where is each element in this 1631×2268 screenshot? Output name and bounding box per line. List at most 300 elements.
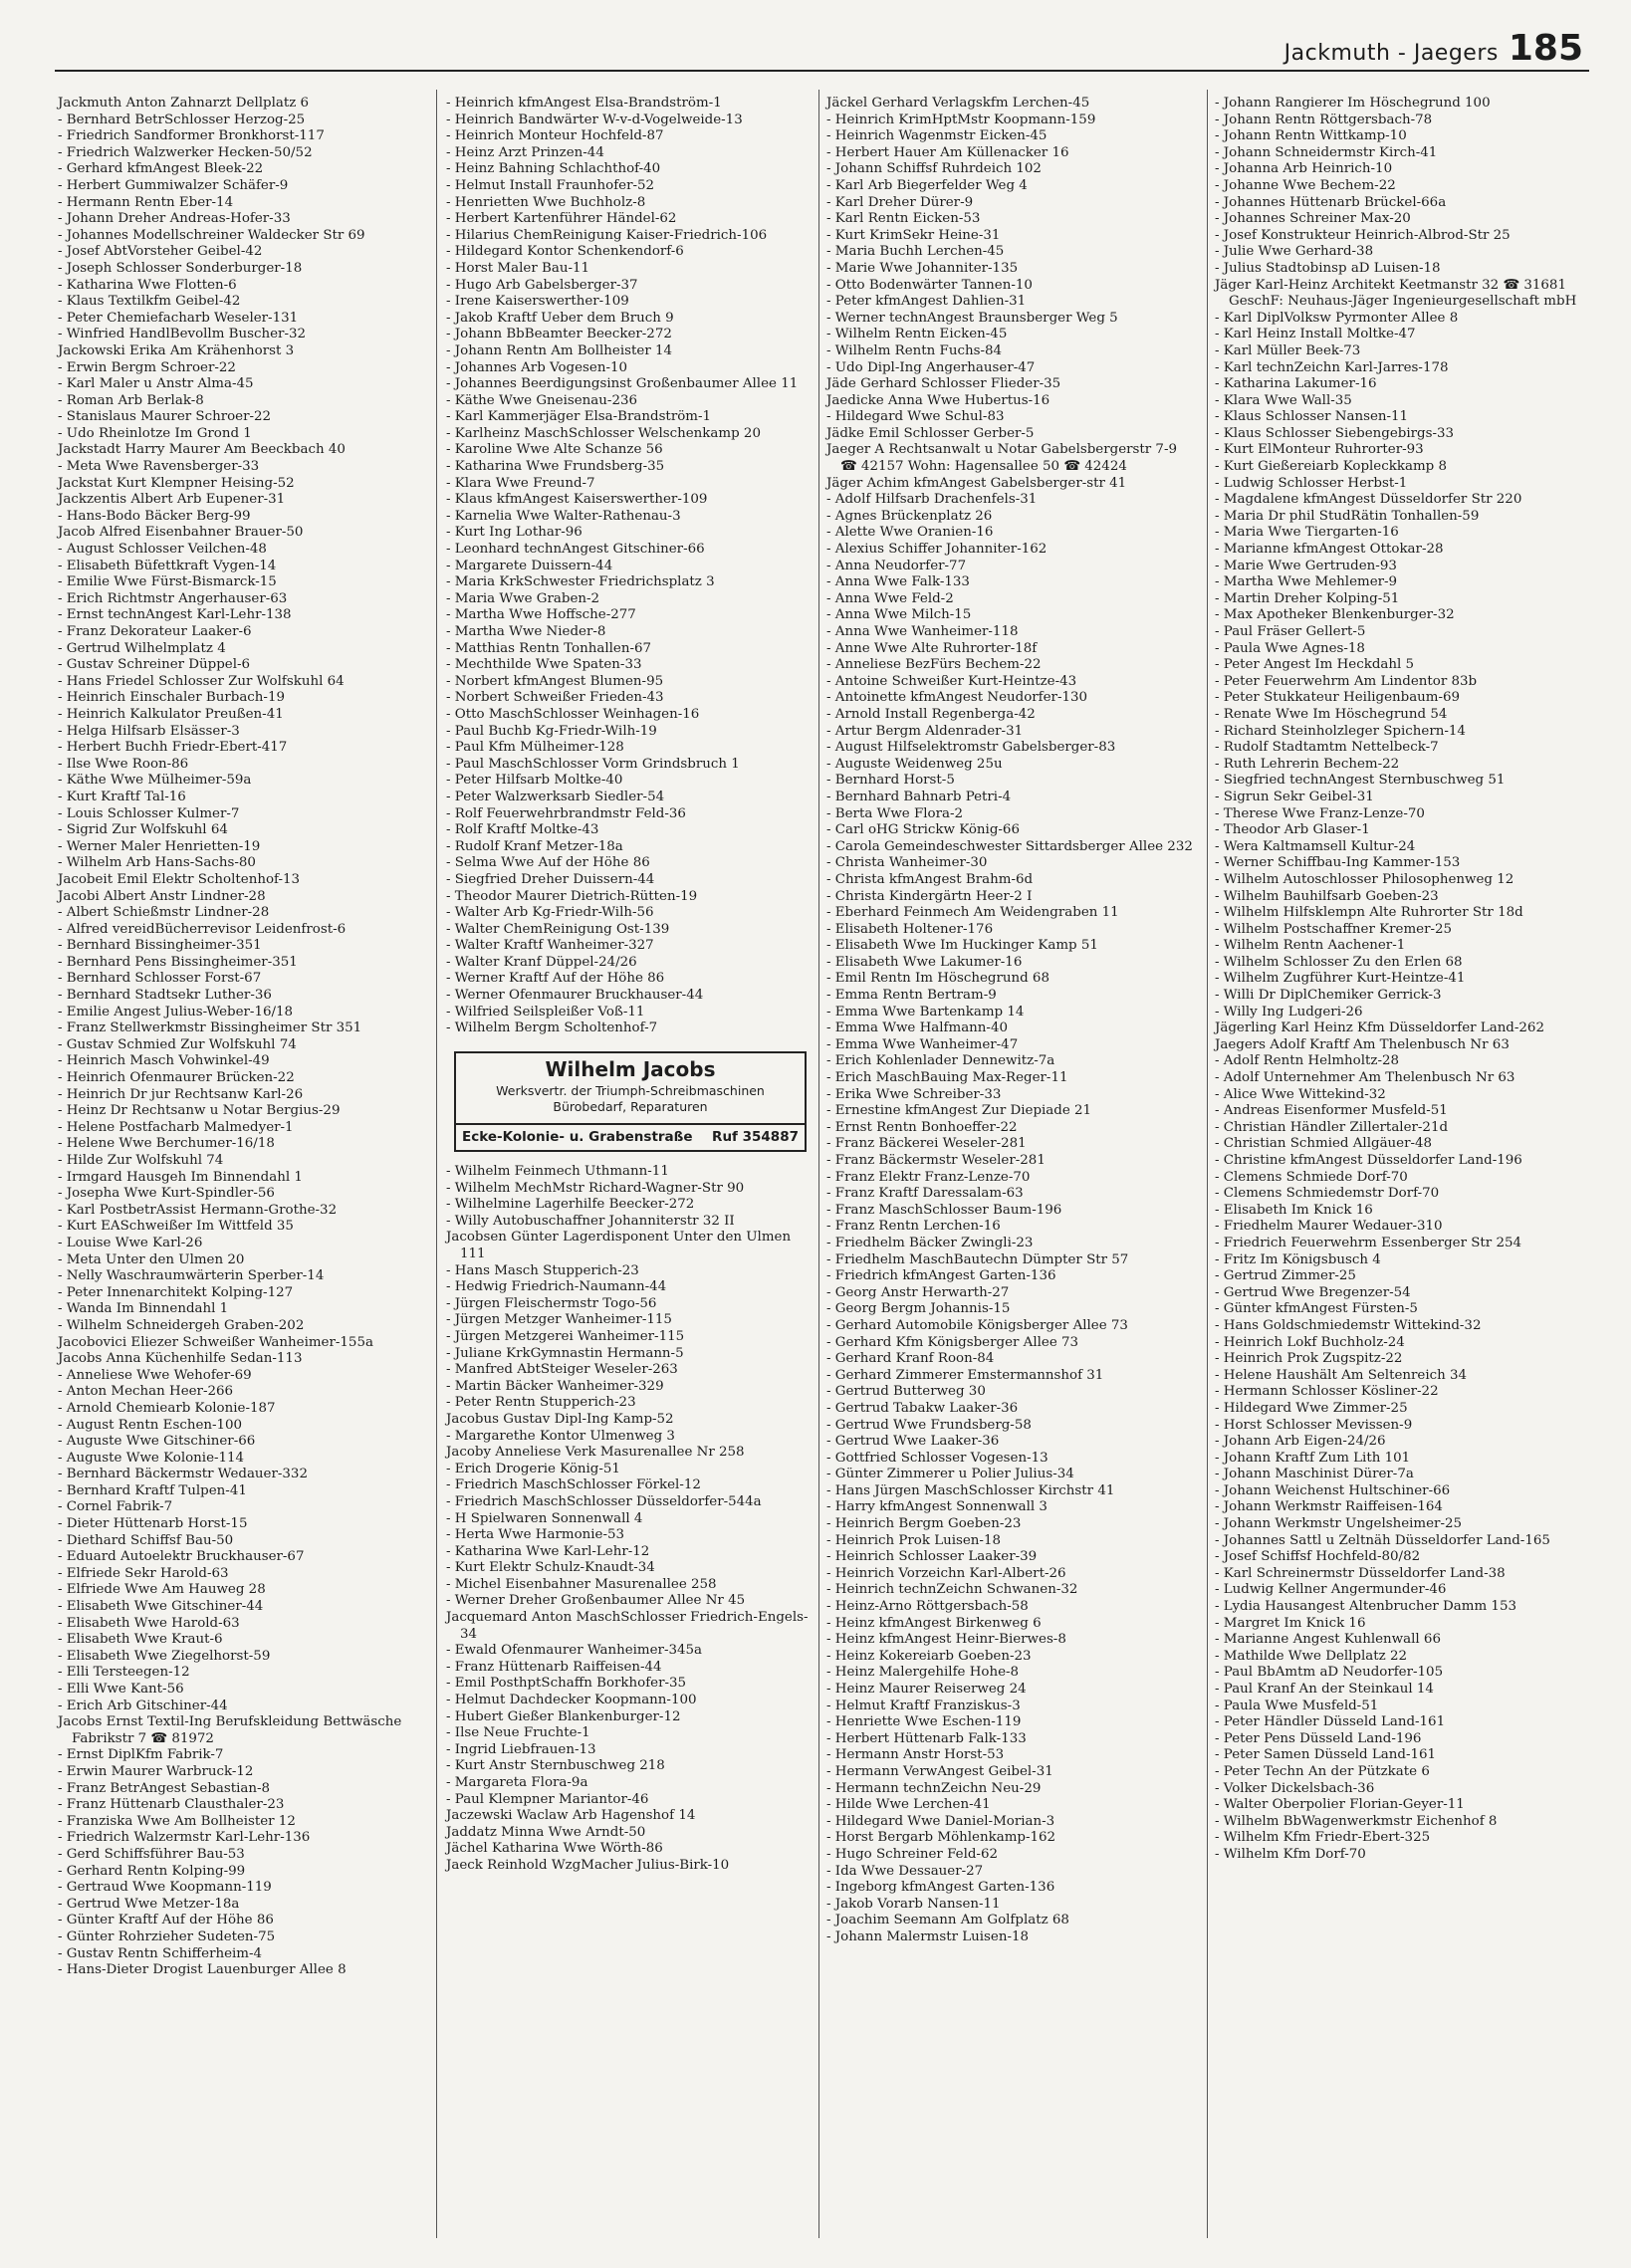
directory-entry: - Walter Kranf Düppel-24/26 [446, 954, 637, 970]
directory-entry: - Artur Bergm Aldenrader-31 [826, 723, 1024, 739]
directory-entry: - Karl PostbetrAssist Hermann-Grothe-32 [58, 1202, 338, 1218]
directory-entry: - Gertrud Zimmer-25 [1215, 1268, 1356, 1284]
directory-entry: - Gottfried Schlosser Vogesen-13 [826, 1450, 1048, 1466]
directory-entry: Jackstat Kurt Klempner Heising-52 [58, 475, 295, 491]
directory-entry: Jackstadt Harry Maurer Am Beeckbach 40 [58, 442, 346, 458]
directory-entry: - Gustav Schmied Zur Wolfskuhl 74 [58, 1036, 297, 1052]
directory-entry: - Ludwig Schlosser Herbst-1 [1215, 475, 1408, 491]
directory-entry: - Gertrud Wwe Metzer-18a [58, 1896, 240, 1912]
directory-entry: Jädke Emil Schlosser Gerber-5 [826, 425, 1035, 441]
directory-entry: - Martha Wwe Nieder-8 [446, 624, 606, 639]
directory-entry: - Ruth Lehrerin Bechem-22 [1215, 756, 1400, 772]
directory-entry: - Wilhelm Rentn Aachener-1 [1215, 938, 1406, 954]
ad-footer [456, 1123, 805, 1150]
directory-entry: - Peter Angest Im Heckdahl 5 [1215, 657, 1415, 673]
directory-entry: - Paula Wwe Agnes-18 [1215, 640, 1365, 656]
directory-entry: - Heinrich Bergm Goeben-23 [826, 1516, 1022, 1532]
directory-entry: - Johannes Sattl u Zeltnäh Düsseldorfer Land-165 [1215, 1532, 1550, 1548]
directory-entry: - Ida Wwe Dessauer-27 [826, 1863, 984, 1879]
directory-entry: - Heinrich Prok Luisen-18 [826, 1532, 1001, 1548]
directory-entry: - Arnold Chemiearb Kolonie-187 [58, 1400, 276, 1416]
directory-entry: - Christian Händler Zillertaler-21d [1215, 1119, 1449, 1135]
directory-entry: Jäde Gerhard Schlosser Flieder-35 [826, 376, 1061, 392]
directory-entry: - Gerd Schiffsführer Bau-53 [58, 1846, 245, 1862]
directory-entry: - Elfriede Sekr Harold-63 [58, 1565, 229, 1581]
directory-entry: - Ernestine kfmAngest Zur Diepiade 21 [826, 1103, 1092, 1119]
directory-entry: Jacobovici Eliezer Schweißer Wanheimer-155a [58, 1334, 373, 1350]
directory-entry: - Gerhard Automobile Königsberger Allee 73 [826, 1317, 1128, 1333]
directory-entry: - Anna Wwe Milch-15 [826, 607, 972, 623]
directory-entry: - Elisabeth Büfettkraft Vygen-14 [58, 558, 277, 573]
directory-entry: - Bernhard Pens Bissingheimer-351 [58, 954, 298, 970]
directory-entry: - Erwin Maurer Warbruck-12 [58, 1763, 254, 1779]
directory-entry: - Peter Walzwerksarb Siedler-54 [446, 789, 665, 804]
directory-entry: - Emilie Angest Julius-Weber-16/18 [58, 1004, 294, 1020]
directory-entry: - Karl Schreinermstr Düsseldorfer Land-38 [1215, 1565, 1506, 1581]
directory-entry: - Peter Pens Düsseld Land-196 [1215, 1730, 1422, 1746]
directory-entry: - Emma Wwe Halfmann-40 [826, 1021, 1008, 1036]
directory-entry: - Volker Dickelsbach-36 [1215, 1780, 1375, 1796]
directory-entry: - Christa kfmAngest Brahm-6d [826, 871, 1034, 887]
directory-entry: - Elisabeth Wwe Harold-63 [58, 1615, 240, 1631]
advertisement-box [454, 1051, 807, 1152]
directory-entry: - Josef AbtVorsteher Geibel-42 [58, 244, 263, 260]
directory-entry: - Manfred AbtSteiger Weseler-263 [446, 1362, 678, 1378]
directory-entry: - Willi Dr DiplChemiker Gerrick-3 [1215, 988, 1442, 1004]
directory-entry: - Herbert Hauer Am Küllenacker 16 [826, 144, 1069, 160]
directory-entry: - Karl Kammerjäger Elsa-Brandström-1 [446, 409, 712, 425]
directory-entry: - Hilarius ChemReinigung Kaiser-Friedrich-106 [446, 227, 768, 243]
directory-entry: - Gerhard Kfm Königsberger Allee 73 [826, 1334, 1079, 1350]
directory-entry: - Peter Hilfsarb Moltke-40 [446, 773, 623, 789]
directory-entry: - Peter Rentn Stupperich-23 [446, 1395, 636, 1411]
directory-entry: - Johann Werkmstr Ungelsheimer-25 [1215, 1516, 1463, 1532]
directory-entry: - Käthe Wwe Mülheimer-59a [58, 773, 252, 789]
column-divider [436, 90, 437, 2238]
directory-entry: - Auguste Wwe Kolonie-114 [58, 1450, 245, 1466]
directory-entry: - Helga Hilfsarb Elsässer-3 [58, 723, 240, 739]
directory-entry: - Albert Schießmstr Lindner-28 [58, 905, 270, 921]
directory-entry: - Katharina Wwe Flotten-6 [58, 277, 237, 293]
directory-entry: - Hildegard Kontor Schenkendorf-6 [446, 244, 684, 260]
directory-entry: - Kurt Ing Lothar-96 [446, 525, 582, 541]
directory-entry: - Gertraud Wwe Koopmann-119 [58, 1880, 272, 1896]
directory-entry: - Wilhelm Schneidergeh Graben-202 [58, 1317, 305, 1333]
directory-entry: - Wilhelm MechMstr Richard-Wagner-Str 90 [446, 1180, 745, 1196]
directory-entry: - Karl Maler u Anstr Alma-45 [58, 376, 254, 392]
directory-entry: - Klaus Schlosser Siebengebirgs-33 [1215, 425, 1455, 441]
directory-entry: - Elisabeth Wwe Kraut-6 [58, 1632, 223, 1648]
directory-entry: - Erika Wwe Schreiber-33 [826, 1086, 1002, 1102]
directory-entry: - Elisabeth Holtener-176 [826, 921, 994, 937]
directory-entry: - Johann Rentn Wittkamp-10 [1215, 128, 1407, 144]
directory-entry: - Wilhelmine Lagerhilfe Beecker-272 [446, 1197, 695, 1213]
directory-entry: - Heinz Bahning Schlachthof-40 [446, 161, 661, 177]
directory-entry: - Jakob Kraftf Ueber dem Bruch 9 [446, 310, 674, 326]
directory-entry: - Magdalene kfmAngest Düsseldorfer Str 220 [1215, 492, 1522, 508]
directory-entry: - Berta Wwe Flora-2 [826, 805, 964, 821]
directory-entry: - Herbert Hüttenarb Falk-133 [826, 1730, 1027, 1746]
directory-entry: - Jürgen Metzgerei Wanheimer-115 [446, 1328, 685, 1344]
directory-entry: - Heinrich KrimHptMstr Koopmann-159 [826, 112, 1096, 127]
directory-entry: Jackmuth Anton Zahnarzt Dellplatz 6 [58, 96, 310, 111]
directory-entry: - Johannes Modellschreiner Waldecker Str 69 [58, 227, 365, 243]
directory-entry: - Hans-Dieter Drogist Lauenburger Allee 8 [58, 1962, 347, 1978]
directory-entry: - Heinrich Prok Zugspitz-22 [1215, 1351, 1403, 1367]
directory-entry: - Hilde Zur Wolfskuhl 74 [58, 1153, 224, 1168]
directory-entry: - Hans Friedel Schlosser Zur Wolfskuhl 64 [58, 673, 345, 689]
directory-entry: - Paul Klempner Mariantor-46 [446, 1791, 649, 1807]
directory-entry: - Wilhelm BbWagenwerkmstr Eichenhof 8 [1215, 1813, 1498, 1829]
directory-entry: - Adolf Rentn Helmholtz-28 [1215, 1053, 1400, 1069]
directory-entry: - Franz Kraftf Daressalam-63 [826, 1186, 1024, 1202]
directory-entry: - Johann Maschinist Dürer-7a [1215, 1467, 1414, 1482]
directory-entry: - Paul Kfm Mülheimer-128 [446, 740, 624, 756]
directory-entry: - Helene Haushält Am Seltenreich 34 [1215, 1367, 1468, 1383]
directory-entry: - Joseph Schlosser Sonderburger-18 [58, 260, 303, 276]
directory-entry: - Wilhelm Autoschlosser Philosophenweg 12 [1215, 871, 1514, 887]
directory-entry: - Mechthilde Wwe Spaten-33 [446, 657, 642, 673]
directory-entry: - Heinrich Einschaler Burbach-19 [58, 690, 285, 706]
directory-entry: - Heinz Maurer Reiserweg 24 [826, 1682, 1027, 1697]
directory-entry: - Diethard Schiffsf Bau-50 [58, 1532, 234, 1548]
directory-entry: - Friedrich Walzwerker Hecken-50/52 [58, 144, 313, 160]
directory-entry: - Hugo Schreiner Feld-62 [826, 1846, 998, 1862]
directory-entry: - Auguste Wwe Gitschiner-66 [58, 1434, 256, 1450]
directory-entry: Jäckel Gerhard Verlagskfm Lerchen-45 [826, 96, 1090, 111]
directory-entry: - Rudolf Kranf Metzer-18a [446, 838, 623, 854]
directory-entry: - Rudolf Stadtamtm Nettelbeck-7 [1215, 740, 1439, 756]
directory-entry: - Wilhelm Rentn Eicken-45 [826, 327, 1008, 342]
directory-entry: - Emma Wwe Bartenkamp 14 [826, 1004, 1025, 1020]
directory-entry: - Hermann technZeichn Neu-29 [826, 1780, 1042, 1796]
directory-entry: - Heinz Kokereiarb Goeben-23 [826, 1648, 1032, 1664]
directory-entry: - Antoinette kfmAngest Neudorfer-130 [826, 690, 1088, 706]
directory-entry: - Friedrich Feuerwehrm Essenberger Str 254 [1215, 1235, 1522, 1250]
directory-entry: Jäger Achim kfmAngest Gabelsberger-str 41 [826, 475, 1127, 491]
directory-entry: - Emil PosthptSchaffn Borkhofer-35 [446, 1676, 687, 1692]
page-header [1284, 28, 1583, 69]
directory-entry: - Louise Wwe Karl-26 [58, 1235, 203, 1250]
directory-entry: - Christine kfmAngest Düsseldorfer Land-196 [1215, 1153, 1522, 1168]
directory-entry: - Heinrich Wagenmstr Eicken-45 [826, 128, 1048, 144]
directory-entry: - Anna Wwe Feld-2 [826, 590, 954, 606]
directory-entry: - Peter kfmAngest Dahlien-31 [826, 294, 1027, 310]
directory-entry: - Erich Arb Gitschiner-44 [58, 1698, 228, 1713]
directory-entry: - Wilhelm Schlosser Zu den Erlen 68 [1215, 954, 1463, 970]
directory-entry: - Adolf Unternehmer Am Thelenbusch Nr 63 [1215, 1070, 1515, 1086]
directory-entry: - Bernhard Bäckermstr Wedauer-332 [58, 1467, 308, 1482]
directory-entry: - Franz Stellwerkmstr Bissingheimer Str 351 [58, 1021, 362, 1036]
directory-entry: - Gerhard Zimmerer Emstermannshof 31 [826, 1367, 1104, 1383]
directory-entry: - Friedrich MaschSchlosser Förkel-12 [446, 1477, 701, 1493]
directory-entry: - Jürgen Metzger Wanheimer-115 [446, 1312, 672, 1328]
directory-entry: - Martha Wwe Hoffsche-277 [446, 607, 636, 623]
directory-entry: - Elisabeth Wwe Gitschiner-44 [58, 1599, 264, 1615]
directory-entry: - Heinz-Arno Röttgersbach-58 [826, 1599, 1029, 1615]
directory-entry: - Wilhelm Kfm Friedr-Ebert-325 [1215, 1830, 1431, 1846]
directory-entry: - Helmut Kraftf Franziskus-3 [826, 1698, 1021, 1713]
directory-entry: - Willy Autobuschaffner Johanniterstr 32 II [446, 1213, 735, 1229]
directory-entry: - Heinz Dr Rechtsanw u Notar Bergius-29 [58, 1103, 341, 1119]
directory-entry: - Lydia Hausangest Altenbrucher Damm 153 [1215, 1599, 1516, 1615]
directory-entry: - Eberhard Feinmech Am Weidengraben 11 [826, 905, 1119, 921]
directory-entry: - Wilfried Seilspleißer Voß-11 [446, 1004, 645, 1020]
directory-entry: - Hermann Rentn Eber-14 [58, 194, 234, 210]
directory-entry: - Udo Rheinlotze Im Grond 1 [58, 425, 252, 441]
directory-entry: - Ernst DiplKfm Fabrik-7 [58, 1747, 224, 1763]
directory-entry: - Gertrud Wwe Bregenzer-54 [1215, 1284, 1411, 1300]
directory-entry: - Harry kfmAngest Sonnenwall 3 [826, 1499, 1048, 1515]
directory-entry: - Elli Wwe Kant-56 [58, 1682, 184, 1697]
directory-entry: - Kurt Elektr Schulz-Knaudt-34 [446, 1560, 655, 1576]
directory-entry: - Karl DiplVolksw Pyrmonter Allee 8 [1215, 310, 1459, 326]
directory-entry: - Emil Rentn Im Höschegrund 68 [826, 971, 1049, 987]
directory-entry: - Josef Schiffsf Hochfeld-80/82 [1215, 1549, 1421, 1565]
directory-entry: - Bernhard BetrSchlosser Herzog-25 [58, 112, 306, 127]
directory-entry: - Johann Dreher Andreas-Hofer-33 [58, 211, 291, 227]
directory-entry: - Max Apotheker Blenkenburger-32 [1215, 607, 1455, 623]
directory-entry: - Walter Oberpolier Florian-Geyer-11 [1215, 1797, 1465, 1813]
directory-entry: - Klaus kfmAngest Kaiserswerther-109 [446, 492, 708, 508]
directory-entry: - Hans-Bodo Bäcker Berg-99 [58, 508, 251, 524]
directory-entry: - Karl Müller Beek-73 [1215, 342, 1361, 358]
directory-entry: - Johann Werkmstr Raiffeisen-164 [1215, 1499, 1443, 1515]
directory-entry: - Antoine Schweißer Kurt-Heintze-43 [826, 673, 1077, 689]
directory-entry: - Otto MaschSchlosser Weinhagen-16 [446, 706, 700, 722]
directory-entry: - Wilhelm Kfm Dorf-70 [1215, 1846, 1366, 1862]
directory-entry: - Norbert Schweißer Frieden-43 [446, 690, 664, 706]
directory-entry: - Helmut Dachdecker Koopmann-100 [446, 1693, 697, 1708]
directory-entry: - Mathilde Wwe Dellplatz 22 [1215, 1648, 1408, 1664]
directory-entry: - Agnes Brückenplatz 26 [826, 508, 993, 524]
directory-entry: - Henrietten Wwe Buchholz-8 [446, 194, 646, 210]
directory-entry: - Karlheinz MaschSchlosser Welschenkamp 20 [446, 425, 761, 441]
directory-entry: - Martin Dreher Kolping-51 [1215, 590, 1400, 606]
directory-entry: - Emma Wwe Wanheimer-47 [826, 1036, 1019, 1052]
directory-entry: - Horst Maler Bau-11 [446, 260, 590, 276]
directory-entry: - Peter Feuerwehrm Am Lindentor 83b [1215, 673, 1478, 689]
directory-column-1 [58, 96, 426, 1979]
directory-entry: - Peter Techn An der Pützkate 6 [1215, 1763, 1430, 1779]
directory-entry: - Dieter Hüttenarb Horst-15 [58, 1516, 248, 1532]
directory-entry: - Joachim Seemann Am Golfplatz 68 [826, 1913, 1069, 1928]
directory-entry: - Bernhard Kraftf Tulpen-41 [58, 1482, 247, 1498]
directory-entry: - Gerhard Rentn Kolping-99 [58, 1863, 246, 1879]
directory-entry: - Maria Wwe Tiergarten-16 [1215, 525, 1399, 541]
directory-entry: - Friedrich Sandformer Bronkhorst-117 [58, 128, 325, 144]
directory-entry: - Emma Rentn Bertram-9 [826, 988, 997, 1004]
directory-entry: - Carl oHG Strickw König-66 [826, 822, 1020, 838]
directory-entry: - Hilde Wwe Lerchen-41 [826, 1797, 991, 1813]
directory-entry: - Christa Kindergärtn Heer-2 I [826, 888, 1033, 904]
directory-entry: - Gustav Schreiner Düppel-6 [58, 657, 251, 673]
directory-entry: - Johannes Arb Vogesen-10 [446, 359, 628, 375]
directory-entry: - Hugo Arb Gabelsberger-37 [446, 277, 638, 293]
directory-entry: - Franz Dekorateur Laaker-6 [58, 624, 252, 639]
directory-entry: - Ludwig Kellner Angermunder-46 [1215, 1582, 1447, 1598]
directory-entry: - Elisabeth Wwe Lakumer-16 [826, 954, 1023, 970]
directory-entry: - Gerhard Kranf Roon-84 [826, 1351, 995, 1367]
directory-entry: - Franz Bäckerei Weseler-281 [826, 1136, 1027, 1152]
directory-entry: - Jürgen Fleischermstr Togo-56 [446, 1295, 657, 1311]
directory-entry: - Johann Rangierer Im Höschegrund 100 [1215, 96, 1491, 111]
directory-entry: - Helmut Install Fraunhofer-52 [446, 177, 655, 193]
directory-entry: - Werner Ofenmaurer Bruckhauser-44 [446, 988, 704, 1004]
directory-entry: - Richard Steinholzleger Spichern-14 [1215, 723, 1466, 739]
directory-entry: - Werner Maler Henrietten-19 [58, 838, 261, 854]
directory-entry: - Rolf Feuerwehrbrandmstr Feld-36 [446, 805, 686, 821]
directory-entry: - Johanna Arb Heinrich-10 [1215, 161, 1393, 177]
directory-entry: Jächel Katharina Wwe Wörth-86 [446, 1841, 663, 1857]
directory-entry: - Anna Neudorfer-77 [826, 558, 967, 573]
directory-entry: - Hildegard Wwe Daniel-Morian-3 [826, 1813, 1055, 1829]
directory-column-2 [446, 96, 815, 1875]
directory-entry: - Herbert Gummiwalzer Schäfer-9 [58, 177, 289, 193]
directory-entry: - Herta Wwe Harmonie-53 [446, 1527, 625, 1543]
directory-entry: - Johanne Wwe Bechem-22 [1215, 177, 1396, 193]
directory-entry: - Ilse Wwe Roon-86 [58, 756, 189, 772]
directory-entry: - Andreas Eisenformer Musfeld-51 [1215, 1103, 1448, 1119]
directory-entry: - Eduard Autoelektr Bruckhauser-67 [58, 1549, 305, 1565]
directory-entry: Jaegers Adolf Kraftf Am Thelenbusch Nr 63 [1215, 1036, 1510, 1052]
directory-entry: - Wilhelm Postschaffner Kremer-25 [1215, 921, 1453, 937]
directory-entry: - Theodor Arb Glaser-1 [1215, 822, 1370, 838]
directory-entry: - Heinz kfmAngest Birkenweg 6 [826, 1615, 1042, 1631]
directory-entry: - Renate Wwe Im Höschegrund 54 [1215, 706, 1448, 722]
directory-entry: - Jakob Vorarb Nansen-11 [826, 1896, 1001, 1912]
directory-entry: - Anna Wwe Wanheimer-118 [826, 624, 1019, 639]
directory-entry: - Christian Schmied Allgäuer-48 [1215, 1136, 1433, 1152]
directory-entry: - Karl Rentn Eicken-53 [826, 211, 981, 227]
page-number: 185 [1508, 28, 1583, 69]
directory-entry: - Werner Kraftf Auf der Höhe 86 [446, 971, 665, 987]
directory-entry: - Theodor Maurer Dietrich-Rütten-19 [446, 888, 698, 904]
directory-entry: - Leonhard technAngest Gitschiner-66 [446, 542, 705, 558]
directory-entry: - Martin Bäcker Wanheimer-329 [446, 1378, 664, 1394]
directory-entry: - Maria Dr phil StudRätin Tonhallen-59 [1215, 508, 1480, 524]
directory-entry: - August Rentn Eschen-100 [58, 1417, 243, 1433]
directory-entry: - Johannes Hüttenarb Brückel-66a [1215, 194, 1447, 210]
directory-entry: - August Hilfselektromstr Gabelsberger-83 [826, 740, 1116, 756]
directory-entry: - Margarethe Kontor Ulmenweg 3 [446, 1428, 675, 1444]
directory-entry: Jacobeit Emil Elektr Scholtenhof-13 [58, 871, 301, 887]
directory-entry: - Ernst technAngest Karl-Lehr-138 [58, 607, 292, 623]
directory-entry: - Johann Arb Eigen-24/26 [1215, 1434, 1386, 1450]
directory-entry: - Christa Wanheimer-30 [826, 855, 988, 871]
ad-services: Bürobedarf, Reparaturen [553, 1099, 708, 1115]
directory-entry: - Gertrud Wilhelmplatz 4 [58, 640, 226, 656]
directory-entry: - Anneliese Wwe Wehofer-69 [58, 1367, 252, 1383]
directory-entry: - Paul MaschSchlosser Vorm Grindsbruch 1 [446, 756, 740, 772]
directory-entry: - Therese Wwe Franz-Lenze-70 [1215, 805, 1425, 821]
directory-entry: - Sigrid Zur Wolfskuhl 64 [58, 822, 228, 838]
directory-entry: - Adolf Hilfsarb Drachenfels-31 [826, 492, 1038, 508]
column-divider [818, 90, 819, 2238]
directory-entry: - Kurt EASchweißer Im Wittfeld 35 [58, 1219, 294, 1235]
directory-entry: - Selma Wwe Auf der Höhe 86 [446, 855, 650, 871]
directory-entry: - Anton Mechan Heer-266 [58, 1384, 234, 1400]
directory-entry: - Walter ChemReinigung Ost-139 [446, 921, 670, 937]
directory-entry: - Friedhelm Maurer Wedauer-310 [1215, 1219, 1443, 1235]
directory-entry: - Clemens Schmiedemstr Dorf-70 [1215, 1186, 1440, 1202]
directory-entry: - Herbert Kartenführer Händel-62 [446, 211, 677, 227]
directory-entry: - Margret Im Knick 16 [1215, 1615, 1366, 1631]
directory-entry: - Heinrich Monteur Hochfeld-87 [446, 128, 664, 144]
directory-entry: - Johannes Beerdigungsinst Großenbaumer Allee 11 [446, 376, 799, 392]
directory-entry: Jacobi Albert Anstr Lindner-28 [58, 888, 266, 904]
ad-address: Ecke-Kolonie- u. Grabenstraße [462, 1129, 693, 1146]
directory-entry: Jackowski Erika Am Krähenhorst 3 [58, 342, 295, 358]
directory-entry: Jacoby Anneliese Verk Masurenallee Nr 258 [446, 1445, 745, 1461]
directory-entry: - Franz Hüttenarb Raiffeisen-44 [446, 1659, 662, 1675]
directory-entry: - Franz Elektr Franz-Lenze-70 [826, 1169, 1031, 1185]
directory-entry: Jaeck Reinhold WzgMacher Julius-Birk-10 [446, 1857, 730, 1873]
directory-entry: - Karl Heinz Install Moltke-47 [1215, 327, 1416, 342]
directory-entry: - Heinrich Dr jur Rechtsanw Karl-26 [58, 1086, 304, 1102]
directory-entry: - Heinrich Bandwärter W-v-d-Vogelweide-13 [446, 112, 743, 127]
directory-entry: - Siegfried technAngest Sternbuschweg 51 [1215, 773, 1506, 789]
directory-entry: - Juliane KrkGymnastin Hermann-5 [446, 1345, 684, 1361]
directory-entry: - Carola Gemeindeschwester Sittardsberger Allee 232 [826, 838, 1193, 854]
directory-entry: - Bernhard Horst-5 [826, 773, 955, 789]
directory-entry: - Wilhelm Bauhilfsarb Goeben-23 [1215, 888, 1439, 904]
directory-entry: - Franz Rentn Lerchen-16 [826, 1219, 1001, 1235]
directory-entry: - Bernhard Bahnarb Petri-4 [826, 789, 1012, 804]
directory-entry: - Klaus Schlosser Nansen-11 [1215, 409, 1409, 425]
directory-entry: - Rolf Kraftf Moltke-43 [446, 822, 599, 838]
directory-entry: - Bernhard Stadtsekr Luther-36 [58, 988, 272, 1004]
directory-entry: - Hans Jürgen MaschSchlosser Kirchstr 41 [826, 1482, 1115, 1498]
directory-entry: - Friedrich MaschSchlosser Düsseldorfer-544a [446, 1493, 762, 1509]
directory-entry: - Wilhelm Arb Hans-Sachs-80 [58, 855, 256, 871]
directory-entry: - Otto Bodenwärter Tannen-10 [826, 277, 1033, 293]
directory-entry: - Katharina Wwe Karl-Lehr-12 [446, 1543, 650, 1559]
directory-entry: - Maria KrkSchwester Friedrichsplatz 3 [446, 574, 715, 590]
directory-entry: - Werner technAngest Braunsberger Weg 5 [826, 310, 1118, 326]
directory-entry: - Johannes Schreiner Max-20 [1215, 211, 1411, 227]
directory-entry: - Kurt Kraftf Tal-16 [58, 789, 186, 804]
directory-entry: - Karnelia Wwe Walter-Rathenau-3 [446, 508, 681, 524]
directory-entry: - Wilhelm Feinmech Uthmann-11 [446, 1164, 669, 1180]
directory-entry: - Hans Masch Stupperich-23 [446, 1262, 639, 1278]
ad-description: Werksvertr. der Triumph-Schreibmaschinen [496, 1083, 765, 1099]
directory-entry: - Roman Arb Berlak-8 [58, 392, 204, 408]
directory-entry: - Käthe Wwe Gneisenau-236 [446, 392, 637, 408]
directory-entry: - Peter Händler Düsseld Land-161 [1215, 1714, 1446, 1730]
directory-entry: - Erich Kohlenlader Dennewitz-7a [826, 1053, 1055, 1069]
directory-entry: - Peter Stukkateur Heiligenbaum-69 [1215, 690, 1461, 706]
directory-column-3 [826, 96, 1195, 1946]
ad-company-name: Wilhelm Jacobs [545, 1056, 716, 1081]
directory-entry: - Louis Schlosser Kulmer-7 [58, 805, 240, 821]
directory-entry: - Gustav Rentn Schifferheim-4 [58, 1945, 263, 1961]
directory-entry: - Cornel Fabrik-7 [58, 1499, 173, 1515]
directory-entry: - Elisabeth Wwe Im Huckinger Kamp 51 [826, 938, 1098, 954]
directory-entry: - Alette Wwe Oranien-16 [826, 525, 994, 541]
directory-entry: - Johann Malermstr Luisen-18 [826, 1928, 1030, 1944]
directory-entry: - Margarete Duissern-44 [446, 558, 613, 573]
directory-entry: - Gertrud Wwe Laaker-36 [826, 1434, 1000, 1450]
directory-entry: - Kurt Gießereiarb Kopleckkamp 8 [1215, 459, 1447, 475]
directory-entry: - Karl Dreher Dürer-9 [826, 194, 974, 210]
directory-entry: - Winfried HandlBevollm Buscher-32 [58, 327, 307, 342]
directory-entry: - Ilse Neue Fruchte-1 [446, 1725, 590, 1741]
directory-entry: - H Spielwaren Sonnenwall 4 [446, 1510, 643, 1526]
directory-entry: - Hans Goldschmiedemstr Wittekind-32 [1215, 1317, 1482, 1333]
directory-entry: Jaedicke Anna Wwe Hubertus-16 [826, 392, 1050, 408]
directory-entry: - Georg Bergm Johannis-15 [826, 1301, 1011, 1317]
